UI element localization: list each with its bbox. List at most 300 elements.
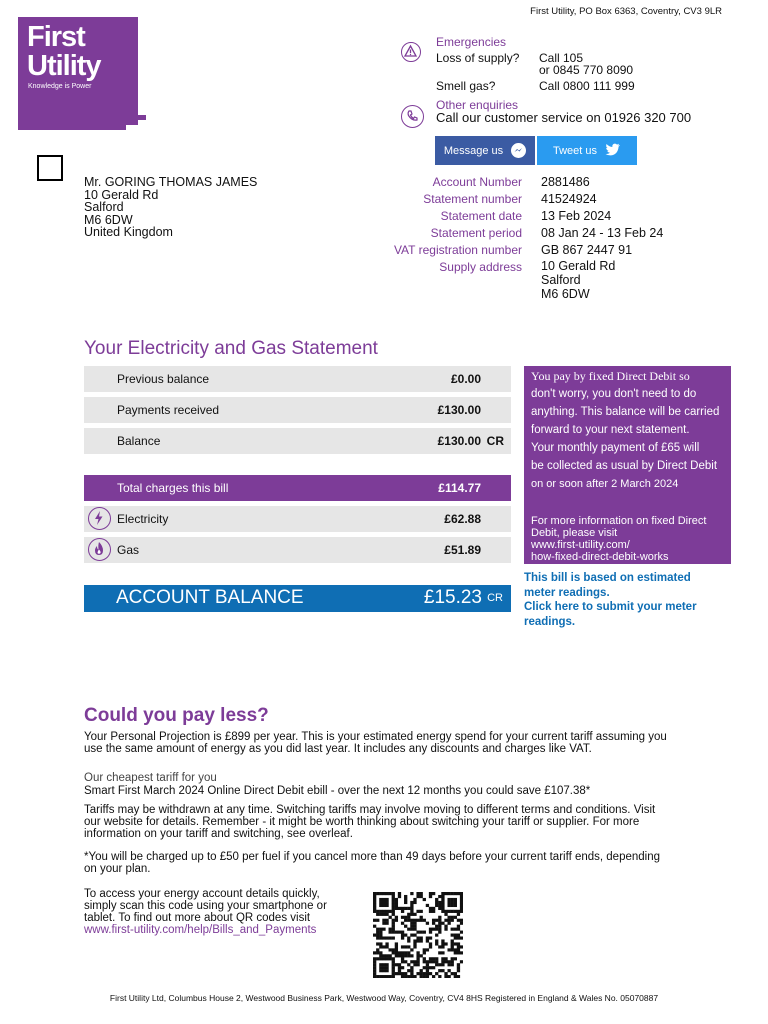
qr-module — [444, 925, 447, 928]
qr-module — [460, 919, 463, 922]
qr-module — [395, 901, 398, 904]
qr-module — [385, 957, 388, 960]
qr-module — [410, 910, 413, 913]
qr-module — [447, 969, 450, 972]
qr-module — [379, 892, 382, 895]
qr-module — [435, 928, 438, 931]
qr-module — [404, 898, 407, 901]
qr-module — [451, 919, 454, 922]
qr-module — [438, 951, 441, 954]
logo-line2: Utility — [27, 50, 101, 82]
electricity-icon — [88, 507, 111, 530]
statement-period-label: Statement period — [430, 226, 522, 240]
qr-module — [435, 925, 438, 928]
direct-debit-more-info — [531, 515, 724, 563]
qr-module — [401, 907, 404, 910]
qr-module — [392, 913, 395, 916]
electricity-row — [84, 506, 511, 532]
qr-module — [404, 901, 407, 904]
cancellation-note — [84, 851, 684, 875]
qr-module — [441, 910, 444, 913]
qr-module — [392, 928, 395, 931]
qr-module — [392, 951, 395, 954]
qr-module — [379, 928, 382, 931]
qr-module — [451, 904, 454, 907]
balance-row — [84, 428, 511, 454]
qr-module — [379, 975, 382, 978]
qr-module — [451, 916, 454, 919]
tweet-us-button[interactable] — [537, 136, 637, 165]
qr-module — [401, 966, 404, 969]
qr-module — [410, 969, 413, 972]
qr-module — [435, 898, 438, 901]
qr-module — [457, 969, 460, 972]
qr-module — [379, 957, 382, 960]
qr-module — [444, 928, 447, 931]
estimate-line2: meter readings. — [524, 586, 610, 599]
qr-module — [451, 972, 454, 975]
qr-module — [420, 936, 423, 939]
direct-debit-line4: Your monthly payment of £65 will — [531, 442, 700, 454]
qr-module — [373, 957, 376, 960]
qr-module — [438, 895, 441, 898]
other-enquiries-heading: Other enquiries — [436, 98, 519, 112]
qr-module — [454, 898, 457, 901]
qr-module — [441, 898, 444, 901]
qr-module — [441, 922, 444, 925]
qr-module — [420, 969, 423, 972]
qr-module — [398, 907, 401, 910]
qr-module — [420, 954, 423, 957]
qr-module — [454, 910, 457, 913]
qr-module — [404, 907, 407, 910]
qr-module — [451, 939, 454, 942]
qr-module — [451, 898, 454, 901]
qr-module — [441, 901, 444, 904]
qr-module — [413, 963, 416, 966]
qr-module — [447, 963, 450, 966]
qr-module — [444, 913, 447, 916]
qr-module — [426, 960, 429, 963]
statement-date: 13 Feb 2024 — [541, 209, 612, 223]
qr-module — [420, 892, 423, 895]
qr-module — [432, 966, 435, 969]
flame-icon — [88, 538, 111, 561]
qr-module — [376, 957, 379, 960]
qr-module — [401, 910, 404, 913]
total-charges-row — [84, 475, 511, 501]
qr-module — [460, 951, 463, 954]
qr-module — [423, 972, 426, 975]
qr-module — [382, 975, 385, 978]
account-number: 2881486 — [541, 175, 590, 189]
qr-module — [404, 925, 407, 928]
qr-module — [413, 925, 416, 928]
qr-module — [460, 910, 463, 913]
qr-module — [404, 954, 407, 957]
qr-instructions — [84, 888, 354, 936]
qr-module — [373, 960, 376, 963]
account-number-label: Account Number — [432, 175, 522, 189]
qr-module — [432, 907, 435, 910]
messenger-icon — [511, 143, 526, 158]
qr-module — [401, 922, 404, 925]
qr-module — [395, 942, 398, 945]
qr-module — [373, 907, 376, 910]
qr-module — [385, 966, 388, 969]
qr-module — [429, 966, 432, 969]
payments-received-row — [84, 397, 511, 423]
qr-module — [438, 963, 441, 966]
qr-module — [435, 963, 438, 966]
direct-debit-line2: anything. This balance will be carried — [531, 406, 720, 418]
electricity-value: £62.88 — [444, 512, 481, 526]
qr-module — [392, 907, 395, 910]
projection-line2: use the same amount of energy as you did last year. It includes any discounts and charges like VAT. — [84, 743, 592, 755]
qr-module — [429, 960, 432, 963]
qr-module — [426, 948, 429, 951]
qr-module — [407, 928, 410, 931]
direct-debit-line5: be collected as usual by Direct Debit — [531, 460, 718, 472]
qr-module — [413, 939, 416, 942]
qr-module — [382, 957, 385, 960]
qr-module — [376, 913, 379, 916]
qr-module — [407, 954, 410, 957]
estimate-line1: This bill is based on estimated — [524, 572, 691, 584]
supply-line2: Salford — [541, 273, 581, 287]
qr-module — [460, 892, 463, 895]
qr-module — [429, 931, 432, 934]
qr-module — [451, 945, 454, 948]
qr-module — [398, 966, 401, 969]
qr-module — [457, 910, 460, 913]
qr-module — [395, 898, 398, 901]
direct-debit-link1[interactable]: www.first-utility.com/ — [531, 539, 630, 551]
qr-module — [426, 904, 429, 907]
qr-module — [392, 963, 395, 966]
qr-module — [416, 931, 419, 934]
qr-module — [438, 907, 441, 910]
tweet-us-label: Tweet us — [552, 144, 598, 157]
qr-module — [373, 904, 376, 907]
qr-module — [413, 913, 416, 916]
direct-debit-line3: forward to your next statement. — [531, 424, 690, 436]
qr-module — [373, 925, 376, 928]
projection-paragraph — [84, 731, 684, 755]
qr-module — [382, 936, 385, 939]
qr-module — [376, 910, 379, 913]
submit-readings-link2[interactable]: readings. — [524, 615, 576, 628]
qr-module — [420, 975, 423, 978]
qr-module — [451, 928, 454, 931]
qr-module — [373, 951, 376, 954]
total-charges-value: £114.77 — [438, 481, 481, 495]
qr-module — [404, 916, 407, 919]
qr-module — [426, 966, 429, 969]
qr-module — [413, 942, 416, 945]
qr-module — [432, 957, 435, 960]
direct-debit-info-box — [524, 366, 731, 564]
account-balance-label: ACCOUNT BALANCE — [116, 587, 304, 608]
qr-module — [401, 960, 404, 963]
qr-module — [373, 966, 376, 969]
qr-module — [398, 895, 401, 898]
twitter-icon — [605, 143, 621, 159]
qr-module — [457, 925, 460, 928]
qr-module — [426, 969, 429, 972]
qr-module — [441, 951, 444, 954]
qr-module — [441, 942, 444, 945]
qr-module — [404, 960, 407, 963]
electricity-label: Electricity — [117, 512, 169, 526]
cheapest-tariff-heading: Our cheapest tariff for you — [84, 772, 217, 784]
qr-module — [410, 954, 413, 957]
qr-module — [392, 910, 395, 913]
qr-module — [392, 898, 395, 901]
qr-module — [401, 936, 404, 939]
qr-module — [435, 942, 438, 945]
qr-module — [379, 934, 382, 937]
qr-module — [407, 975, 410, 978]
qr-module — [379, 901, 382, 904]
qr-module — [426, 972, 429, 975]
qr-module — [429, 945, 432, 948]
qr-module — [457, 919, 460, 922]
qr-module — [451, 948, 454, 951]
qr-module — [413, 960, 416, 963]
recipient-name: Mr. GORING THOMAS JAMES — [84, 175, 258, 189]
qr-code[interactable] — [373, 892, 463, 978]
qr-module — [438, 928, 441, 931]
qr-module — [373, 895, 376, 898]
recipient-line1: 10 Gerald Rd — [84, 187, 159, 202]
qr-module — [413, 901, 416, 904]
qr-module — [385, 919, 388, 922]
qr-module — [389, 936, 392, 939]
tariff-disclaimer-line1: Tariffs may be withdrawn at any time. Switching tariffs may involve moving to different terms and conditions. Visit — [84, 804, 656, 816]
qr-module — [447, 898, 450, 901]
qr-module — [382, 904, 385, 907]
qr-module — [420, 916, 423, 919]
supply-line3: M6 6DW — [541, 287, 590, 301]
qr-module — [441, 969, 444, 972]
qr-module — [401, 972, 404, 975]
qr-module — [373, 934, 376, 937]
qr-module — [420, 972, 423, 975]
vat-number: GB 867 2447 91 — [541, 243, 633, 257]
qr-module — [426, 975, 429, 978]
qr-module — [376, 951, 379, 954]
tariff-disclaimer-line3: information on your tariff and switching, see overleaf. — [84, 828, 353, 840]
qr-module — [426, 922, 429, 925]
qr-module — [407, 951, 410, 954]
qr-module — [423, 948, 426, 951]
qr-module — [454, 957, 457, 960]
qr-module — [407, 963, 410, 966]
qr-module — [392, 892, 395, 895]
account-balance-bar — [84, 585, 511, 612]
qr-module — [423, 960, 426, 963]
qr-module — [413, 898, 416, 901]
qr-module — [385, 910, 388, 913]
qr-module — [373, 919, 376, 922]
smell-gas-phone: Call 0800 111 999 — [539, 79, 635, 93]
first-utility-logo — [18, 17, 138, 130]
qr-module — [435, 972, 438, 975]
qr-module — [401, 916, 404, 919]
qr-module — [407, 936, 410, 939]
statement-number: 41524924 — [541, 192, 597, 206]
qr-module — [441, 892, 444, 895]
qr-module — [454, 936, 457, 939]
qr-module — [416, 910, 419, 913]
qr-module — [410, 975, 413, 978]
supply-address — [541, 259, 615, 301]
qr-module — [451, 942, 454, 945]
qr-module — [385, 892, 388, 895]
qr-module — [392, 925, 395, 928]
qr-module — [432, 928, 435, 931]
qr-module — [410, 972, 413, 975]
qr-module — [392, 975, 395, 978]
qr-module — [457, 963, 460, 966]
qr-module — [382, 901, 385, 904]
qr-module — [435, 939, 438, 942]
qr-module — [423, 919, 426, 922]
qr-module — [423, 957, 426, 960]
previous-balance-label: Previous balance — [117, 372, 210, 386]
qr-module — [392, 904, 395, 907]
qr-module — [395, 907, 398, 910]
qr-module — [373, 910, 376, 913]
qr-module — [401, 945, 404, 948]
qr-module — [444, 910, 447, 913]
qr-module — [444, 960, 447, 963]
message-us-button[interactable] — [435, 136, 535, 165]
qr-module — [401, 957, 404, 960]
emergencies-heading: Emergencies — [436, 35, 507, 49]
qr-module — [454, 972, 457, 975]
qr-module — [416, 892, 419, 895]
qr-module — [451, 963, 454, 966]
customer-service-line: Call our customer service on 01926 320 700 — [436, 110, 692, 125]
qr-module — [454, 948, 457, 951]
qr-line1: To access your energy account details quickly, — [84, 888, 320, 900]
qr-module — [389, 957, 392, 960]
qr-module — [379, 904, 382, 907]
qr-module — [438, 969, 441, 972]
qr-module — [404, 919, 407, 922]
qr-module — [376, 975, 379, 978]
qr-module — [382, 954, 385, 957]
direct-debit-link2[interactable]: how-fixed-direct-debit-works — [531, 551, 669, 563]
qr-module — [451, 960, 454, 963]
logo-notch-cut — [126, 125, 138, 130]
qr-module — [416, 936, 419, 939]
qr-module — [404, 972, 407, 975]
logo-tagline: Knowledge is Power — [28, 83, 92, 90]
bills-payments-link[interactable]: www.first-utility.com/help/Bills_and_Payments — [84, 924, 317, 936]
qr-module — [457, 934, 460, 937]
qr-module — [401, 951, 404, 954]
qr-module — [438, 904, 441, 907]
qr-module — [423, 898, 426, 901]
qr-module — [392, 948, 395, 951]
qr-module — [410, 934, 413, 937]
qr-module — [382, 898, 385, 901]
pay-less-title: Could you pay less? — [84, 705, 269, 726]
qr-module — [395, 951, 398, 954]
qr-module — [410, 966, 413, 969]
qr-module — [373, 969, 376, 972]
qr-module — [447, 960, 450, 963]
qr-module — [429, 942, 432, 945]
qr-module — [404, 934, 407, 937]
qr-module — [410, 960, 413, 963]
qr-module — [395, 948, 398, 951]
qr-module — [454, 934, 457, 937]
qr-module — [454, 951, 457, 954]
qr-module — [379, 963, 382, 966]
qr-module — [385, 898, 388, 901]
qr-module — [382, 966, 385, 969]
gas-value: £51.89 — [444, 543, 481, 557]
qr-module — [441, 960, 444, 963]
qr-module — [454, 942, 457, 945]
qr-module — [382, 969, 385, 972]
qr-module — [460, 922, 463, 925]
qr-module — [429, 928, 432, 931]
qr-module — [441, 907, 444, 910]
qr-module — [389, 928, 392, 931]
qr-module — [407, 916, 410, 919]
qr-module — [420, 910, 423, 913]
qr-module — [432, 910, 435, 913]
qr-module — [432, 975, 435, 978]
qr-module — [460, 904, 463, 907]
qr-module — [376, 942, 379, 945]
qr-module — [385, 963, 388, 966]
previous-balance-value: £0.00 — [450, 372, 481, 386]
qr-module — [435, 901, 438, 904]
qr-module — [460, 945, 463, 948]
qr-module — [398, 963, 401, 966]
statement-date-label: Statement date — [440, 209, 522, 223]
qr-module — [379, 898, 382, 901]
qr-module — [373, 892, 376, 895]
account-balance-value: £15.23 — [423, 587, 482, 608]
qr-module — [379, 945, 382, 948]
qr-module — [451, 957, 454, 960]
qr-module — [392, 931, 395, 934]
submit-readings-link1[interactable]: Click here to submit your meter — [524, 601, 697, 614]
statement-period: 08 Jan 24 - 13 Feb 24 — [541, 226, 664, 240]
qr-module — [454, 904, 457, 907]
qr-module — [373, 972, 376, 975]
qr-module — [416, 963, 419, 966]
qr-module — [404, 945, 407, 948]
vat-label: VAT registration number — [393, 243, 522, 257]
qr-module — [389, 910, 392, 913]
estimate-notice — [524, 571, 697, 629]
qr-module — [454, 916, 457, 919]
qr-module — [389, 948, 392, 951]
qr-module — [426, 939, 429, 942]
direct-debit-heading: You pay by fixed Direct Debit so — [531, 369, 690, 383]
cancellation-line1: *You will be charged up to £50 per fuel if you cancel more than 49 days before your current tariff ends, depending — [84, 851, 661, 863]
qr-module — [410, 925, 413, 928]
qr-module — [416, 919, 419, 922]
